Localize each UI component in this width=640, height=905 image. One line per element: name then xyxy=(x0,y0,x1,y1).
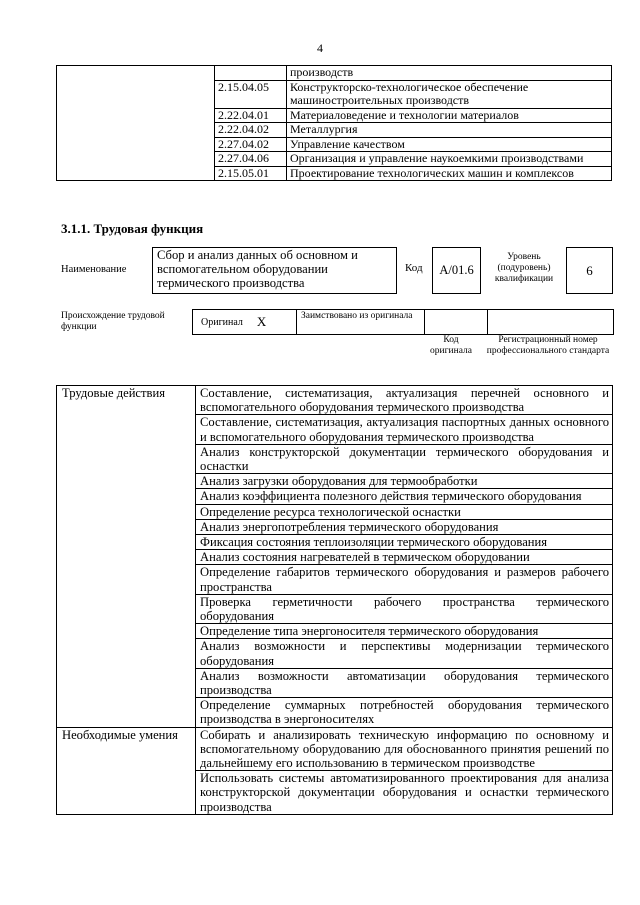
action-item: Анализ возможности и перспективы модернизации термического оборудования xyxy=(196,639,613,668)
name-cell: Материаловедение и технологии материалов xyxy=(287,108,612,123)
function-code-value: A/01.6 xyxy=(439,263,474,277)
action-item: Фиксация состояния теплоизоляции термического оборудования xyxy=(196,535,613,550)
action-item-row xyxy=(57,386,613,415)
origin-label: Происхождение трудовой функции xyxy=(61,311,165,332)
action-item: Анализ конструкторской документации термического оборудования и оснастки xyxy=(196,444,613,473)
name-label: Наименование xyxy=(61,264,127,275)
page-number: 4 xyxy=(317,41,323,55)
name-cell: Управление качеством xyxy=(287,137,612,152)
action-item: Определение типа энергоносителя термического оборудования xyxy=(196,624,613,639)
actions-label: Трудовые действия xyxy=(57,386,196,728)
original-label: Оригинал xyxy=(201,316,243,328)
code-cell xyxy=(215,66,287,81)
codes-table xyxy=(56,65,612,181)
code-cell: 2.27.04.06 xyxy=(215,152,287,167)
skills-label: Необходимые умения xyxy=(57,727,196,814)
action-item: Анализ состояния нагревателей в термическом оборудовании xyxy=(196,550,613,565)
original-code-cell xyxy=(425,310,488,334)
skill-item-row xyxy=(57,727,613,771)
action-item: Анализ возможности автоматизации оборудования термического производства xyxy=(196,668,613,697)
action-item: Составление, систематизация, актуализация перечней основного и вспомогательного оборудования термического производства xyxy=(196,386,613,415)
name-cell: производств xyxy=(287,66,612,81)
name-cell: Организация и управление наукоемкими производствами xyxy=(287,152,612,167)
code-label: Код xyxy=(405,262,423,274)
function-name-box xyxy=(152,247,397,294)
borrowed-label: Заимствовано из оригинала xyxy=(301,311,413,321)
action-item: Определение ресурса технологической оснастки xyxy=(196,504,613,519)
reg-number-cell xyxy=(488,310,613,334)
action-item: Составление, систематизация, актуализация паспортных данных основного и вспомогательного оборудования термического производства xyxy=(196,415,613,444)
action-item: Определение габаритов термического оборудования и размеров рабочего пространства xyxy=(196,565,613,594)
original-mark: X xyxy=(256,314,267,329)
reg-caption: Регистрационный номер профессионального стандарта xyxy=(486,335,610,356)
level-box xyxy=(566,247,613,294)
action-item: Определение суммарных потребностей оборудования термического производства в энергоносителях xyxy=(196,698,613,727)
name-cell: Металлургия xyxy=(287,123,612,138)
code-cell: 2.15.05.01 xyxy=(215,166,287,181)
code-cell: 2.22.04.01 xyxy=(215,108,287,123)
action-item: Анализ коэффициента полезного действия термического оборудования xyxy=(196,489,613,504)
original-cell xyxy=(193,310,297,334)
level-value: 6 xyxy=(586,262,593,278)
borrowed-cell xyxy=(297,310,425,334)
function-name-value: Сбор и анализ данных об основном и вспомогательном оборудовании термического производства xyxy=(157,248,358,291)
code-cell: 2.15.04.05 xyxy=(215,80,287,108)
code-cell: 2.22.04.02 xyxy=(215,123,287,138)
origin-table xyxy=(192,309,614,335)
name-cell: Конструкторско-технологическое обеспечение машиностроительных производств xyxy=(287,80,612,108)
codes-blank-cell xyxy=(57,66,215,181)
action-item: Анализ энергопотребления термического оборудования xyxy=(196,519,613,534)
name-cell: Проектирование технологических машин и комплексов xyxy=(287,166,612,181)
section-title: 3.1.1. Трудовая функция xyxy=(61,221,204,236)
action-item: Анализ загрузки оборудования для термообработки xyxy=(196,474,613,489)
code-cell: 2.27.04.02 xyxy=(215,137,287,152)
main-table xyxy=(56,385,613,815)
level-label: Уровень (подуровень) квалификации xyxy=(494,252,554,284)
code-caption: Код оригинала xyxy=(430,335,472,356)
skill-item: Использовать системы автоматизированного проектирования для анализа конструкторской документации оборудования и оснастки термического производства xyxy=(196,771,613,815)
function-code-box xyxy=(432,247,481,294)
codes-table-row xyxy=(57,66,612,81)
action-item: Проверка герметичности рабочего пространства термического оборудования xyxy=(196,594,613,623)
skill-item: Собирать и анализировать техническую информацию по основному и вспомогательному оборудованию для обоснованного принятия решений по дальнейшему его использованию в термическом производстве xyxy=(196,727,613,771)
